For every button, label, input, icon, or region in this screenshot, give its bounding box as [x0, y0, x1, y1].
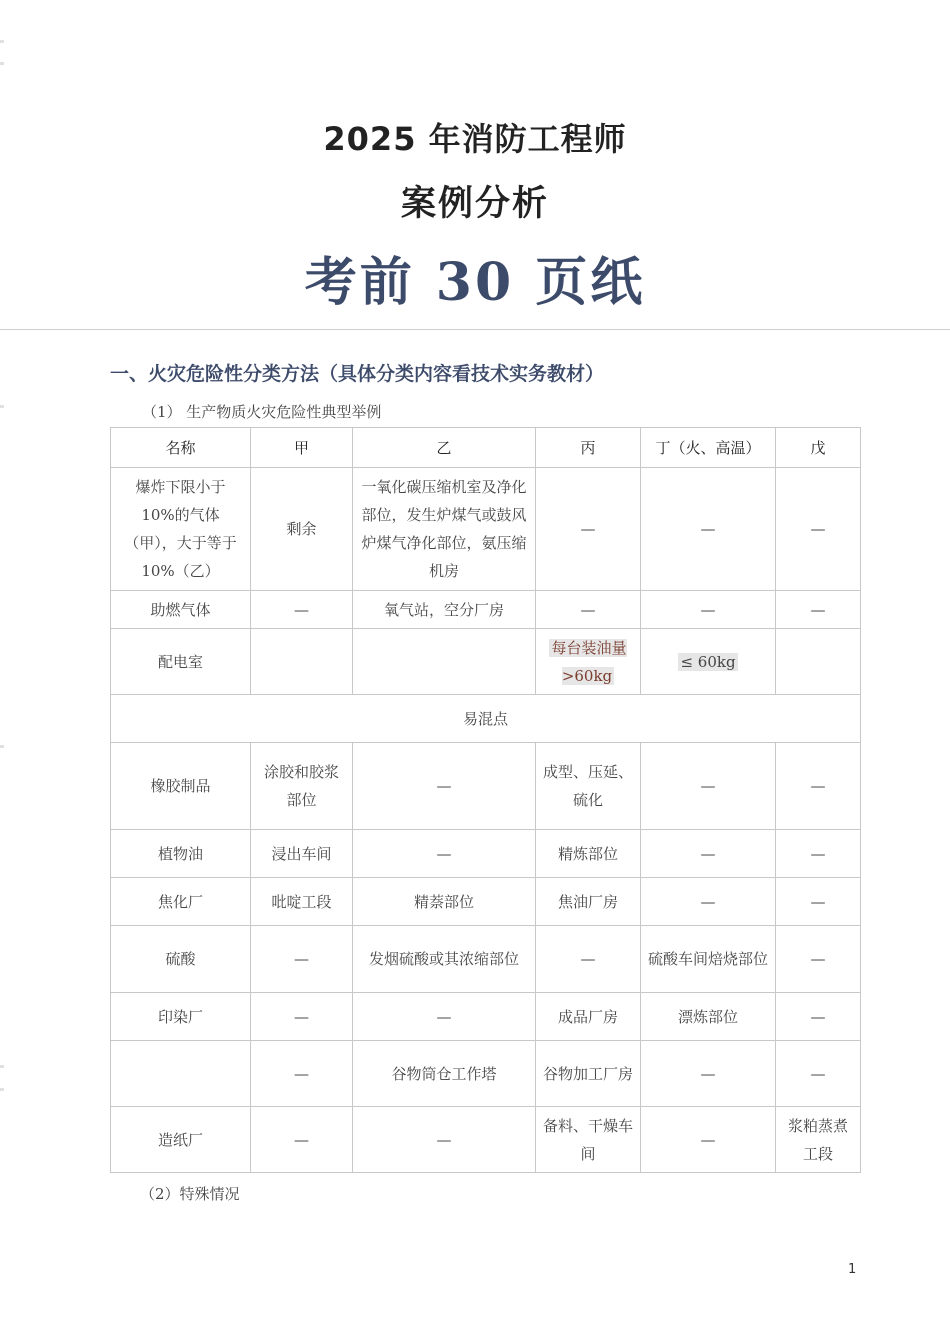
table-cell: 谷物筒仓工作塔 [353, 1041, 536, 1107]
table-cell: 爆炸下限小于 10%的气体（甲），大于等于 10%（乙） [111, 468, 251, 591]
table-row [111, 629, 861, 695]
table-cell: — [776, 926, 861, 993]
highlighted-text: 每台装油量>60kg [551, 638, 627, 685]
table-cell: — [536, 591, 641, 629]
table-cell [353, 629, 536, 695]
table-cell: — [776, 830, 861, 878]
table-row [111, 1041, 861, 1107]
table-cell [641, 629, 776, 695]
table-cell: — [776, 1041, 861, 1107]
table-row [111, 1107, 861, 1173]
header-cell: 乙 [353, 428, 536, 468]
table-row [111, 743, 861, 830]
table-cell: 造纸厂 [111, 1107, 251, 1173]
table-cell: — [776, 993, 861, 1041]
table-cell: — [641, 830, 776, 878]
table-cell: — [536, 926, 641, 993]
page-number: 1 [848, 1262, 857, 1277]
table-cell: 谷物加工厂房 [536, 1041, 641, 1107]
section-heading: 一、火灾危险性分类方法（具体分类内容看技术实务教材） [110, 363, 605, 385]
header-cell: 甲 [251, 428, 353, 468]
table-cell: 漂炼部位 [641, 993, 776, 1041]
table-cell: — [251, 993, 353, 1041]
table-cell: — [641, 1041, 776, 1107]
table-cell: 橡胶制品 [111, 743, 251, 830]
table-cell: 焦化厂 [111, 878, 251, 926]
table-cell: 涂胶和胶浆部位 [251, 743, 353, 830]
table-cell: 吡啶工段 [251, 878, 353, 926]
table-cell [776, 629, 861, 695]
merged-cell-easy-confuse: 易混点 [111, 695, 861, 743]
table-cell: — [776, 591, 861, 629]
table-cell: — [353, 830, 536, 878]
table-cell: — [251, 591, 353, 629]
table-cell: — [641, 468, 776, 591]
title-line-3: 考前 30 页纸 [304, 252, 646, 313]
table-row [111, 591, 861, 629]
table-cell: — [251, 1041, 353, 1107]
header-cell: 戊 [776, 428, 861, 468]
table-cell: — [776, 878, 861, 926]
table-cell: — [353, 1107, 536, 1173]
table-cell: — [251, 926, 353, 993]
table-row [111, 926, 861, 993]
table-cell: 配电室 [111, 629, 251, 695]
table-cell: 精炼部位 [536, 830, 641, 878]
table-cell [251, 629, 353, 695]
title-line-1: 2025 年消防工程师 [323, 120, 627, 158]
highlighted-text: ≤ 60kg [680, 652, 736, 671]
table-cell: — [641, 1107, 776, 1173]
table-row [111, 830, 861, 878]
table-cell: 浆粕蒸煮工段 [776, 1107, 861, 1173]
header-cell: 名称 [111, 428, 251, 468]
table-cell: 一氧化碳压缩机室及净化部位，发生炉煤气或鼓风炉煤气净化部位，氨压缩机房 [353, 468, 536, 591]
subsection-2-label: （2）特殊情况 [140, 1185, 240, 1203]
table-cell [536, 629, 641, 695]
header-cell: 丁（火、高温） [641, 428, 776, 468]
table-cell: 硫酸车间焙烧部位 [641, 926, 776, 993]
subsection-1-label: （1） 生产物质火灾危险性典型举例 [142, 403, 382, 421]
table-header-row [111, 428, 861, 468]
table-cell: 焦油厂房 [536, 878, 641, 926]
table-cell: — [641, 591, 776, 629]
table-row [111, 695, 861, 743]
table-cell: — [641, 743, 776, 830]
table-cell [111, 1041, 251, 1107]
table-cell: 浸出车间 [251, 830, 353, 878]
header-cell: 丙 [536, 428, 641, 468]
table-cell: 成型、压延、硫化 [536, 743, 641, 830]
table-cell: 发烟硫酸或其浓缩部位 [353, 926, 536, 993]
table-row [111, 993, 861, 1041]
table-cell: 剩余 [251, 468, 353, 591]
table-cell: — [353, 993, 536, 1041]
table-cell: — [353, 743, 536, 830]
table-cell: 助燃气体 [111, 591, 251, 629]
table-cell: 精萘部位 [353, 878, 536, 926]
header-divider [0, 329, 950, 330]
table-cell: — [776, 743, 861, 830]
title-line-2: 案例分析 [400, 184, 549, 224]
table-cell: — [251, 1107, 353, 1173]
table-row [111, 878, 861, 926]
fire-hazard-table [110, 427, 861, 1173]
table-cell: — [776, 468, 861, 591]
table-cell: 植物油 [111, 830, 251, 878]
table-cell: 氧气站，空分厂房 [353, 591, 536, 629]
table-cell: — [641, 878, 776, 926]
table-cell: 硫酸 [111, 926, 251, 993]
table-cell: 印染厂 [111, 993, 251, 1041]
table-cell: 成品厂房 [536, 993, 641, 1041]
table-row [111, 468, 861, 591]
table-cell: 备料、干燥车间 [536, 1107, 641, 1173]
table-cell: — [536, 468, 641, 591]
